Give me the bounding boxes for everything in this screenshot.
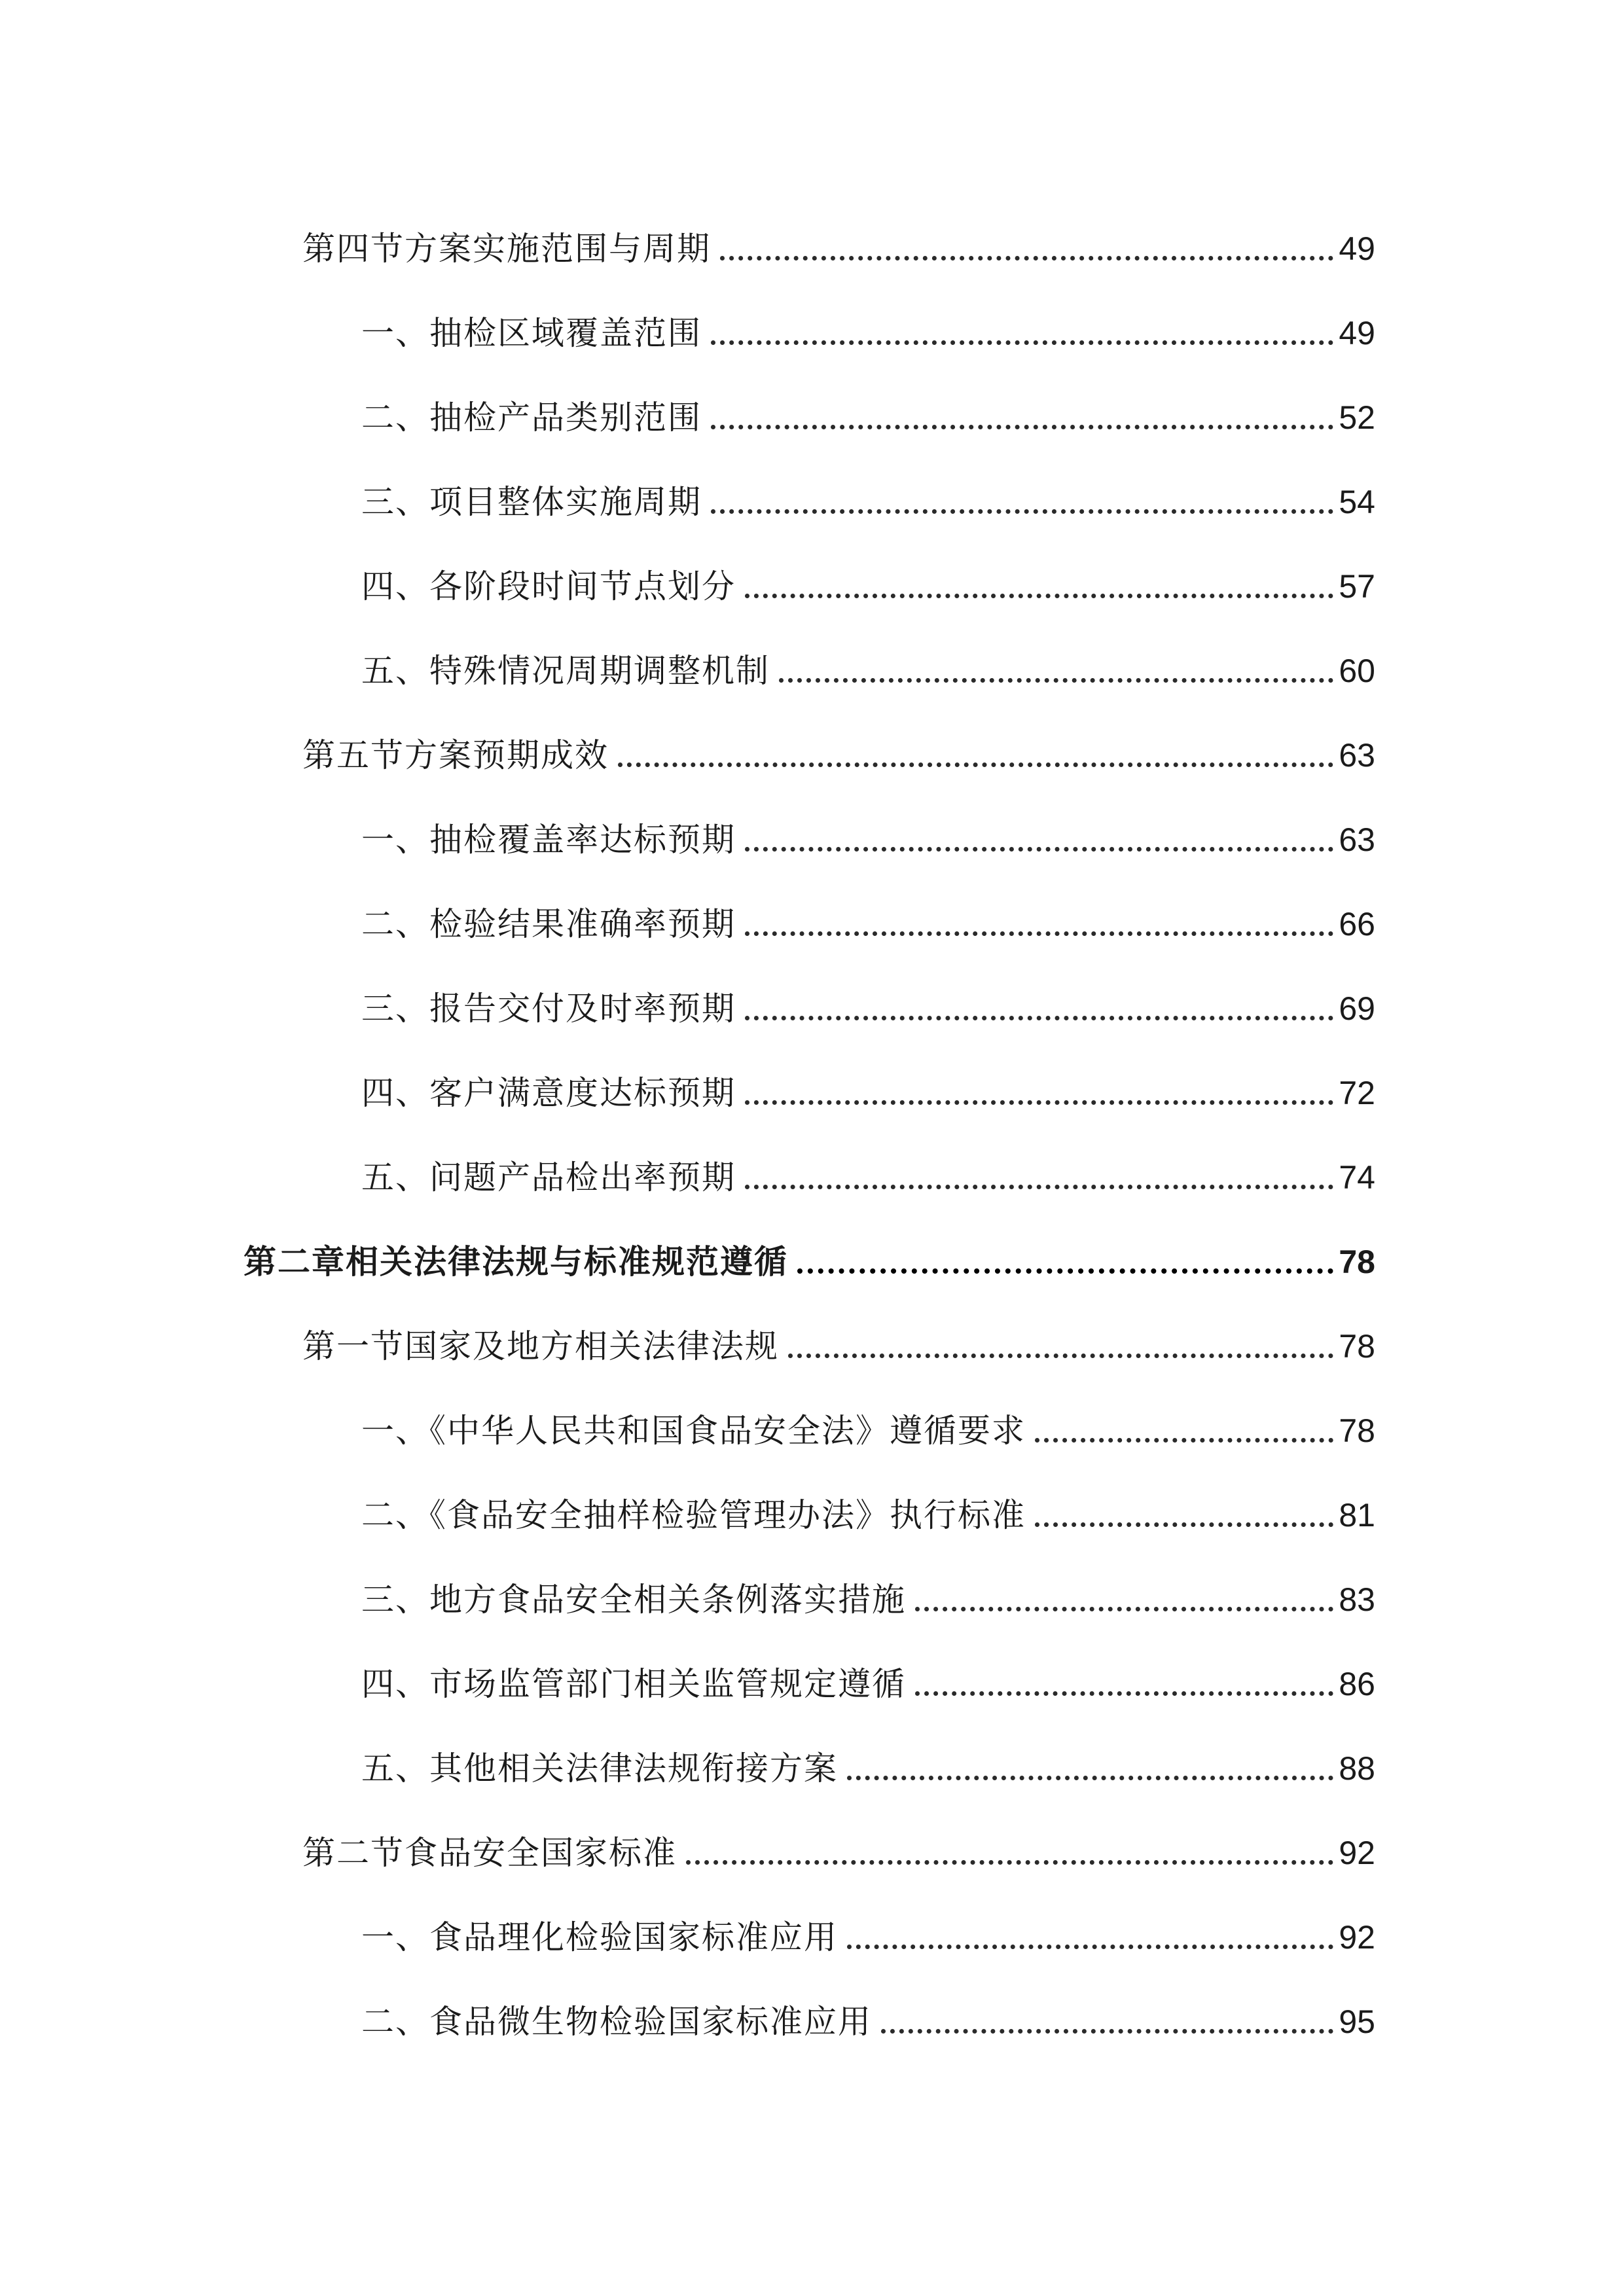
toc-entry-title: 二、《食品安全抽样检验管理办法》执行标准	[361, 1496, 1026, 1534]
toc-page-number: 72	[1339, 1075, 1375, 1111]
toc-entry-title: 第二章相关法律法规与标准规范遵循	[244, 1243, 788, 1281]
toc-entry-title: 第二节食品安全国家标准	[302, 1834, 677, 1872]
toc-entry-title: 第一节国家及地方相关法律法规	[302, 1327, 779, 1365]
toc-entry-title: 三、地方食品安全相关条例落实措施	[361, 1581, 906, 1619]
toc-entry[interactable]	[302, 1307, 1375, 1366]
toc-entry-title: 一、抽检覆盖率达标预期	[361, 821, 736, 859]
dot-leader	[847, 1776, 1333, 1780]
toc-page-number: 60	[1339, 653, 1375, 689]
dot-leader	[881, 2029, 1333, 2034]
toc-entry-title: 五、问题产品检出率预期	[361, 1158, 736, 1196]
toc-entry[interactable]	[361, 294, 1375, 353]
toc-page-number: 52	[1339, 399, 1375, 436]
dot-leader	[915, 1691, 1333, 1696]
toc-entry-title: 第四节方案实施范围与周期	[302, 230, 711, 268]
toc-entry-title: 二、食品微生物检验国家标准应用	[361, 2003, 872, 2041]
dot-leader	[686, 1860, 1333, 1865]
dot-leader	[745, 847, 1333, 852]
toc-entry[interactable]	[361, 1560, 1375, 1619]
dot-leader	[745, 1016, 1333, 1020]
toc-page-number: 69	[1339, 990, 1375, 1027]
toc-page-number: 95	[1339, 2003, 1375, 2040]
toc-page-number: 83	[1339, 1581, 1375, 1618]
toc-entry-title: 一、《中华人民共和国食品安全法》遵循要求	[361, 1412, 1026, 1450]
toc-entry-title: 三、项目整体实施周期	[361, 483, 702, 521]
dot-leader	[711, 509, 1333, 514]
toc-page-number: 66	[1339, 906, 1375, 942]
toc-page-number: 63	[1339, 821, 1375, 858]
toc-entry[interactable]	[361, 1054, 1375, 1113]
toc-page-number: 49	[1339, 230, 1375, 267]
toc-chapter-entry[interactable]	[244, 1223, 1375, 1282]
dot-leader	[745, 1100, 1333, 1105]
dot-leader	[745, 931, 1333, 936]
toc-entry-title: 二、检验结果准确率预期	[361, 905, 736, 943]
toc-entry[interactable]	[361, 378, 1375, 437]
toc-page-number: 86	[1339, 1666, 1375, 1702]
toc-entry-title: 四、市场监管部门相关监管规定遵循	[361, 1665, 906, 1703]
toc-entry[interactable]	[361, 1729, 1375, 1788]
toc-page-number: 63	[1339, 737, 1375, 774]
toc-entry[interactable]	[361, 463, 1375, 522]
toc-page-number: 49	[1339, 315, 1375, 351]
toc-page-number: 78	[1339, 1244, 1375, 1280]
toc-entry-title: 四、各阶段时间节点划分	[361, 567, 736, 605]
toc-entry[interactable]	[361, 969, 1375, 1028]
dot-leader	[711, 425, 1333, 429]
toc-entry[interactable]	[302, 1814, 1375, 1873]
dot-leader	[915, 1607, 1333, 1611]
dot-leader	[720, 256, 1333, 260]
toc-entry[interactable]	[361, 1898, 1375, 1957]
toc-entry[interactable]	[361, 1982, 1375, 2041]
toc-entry-title: 五、其他相关法律法规衔接方案	[361, 1749, 838, 1787]
toc-page-number: 74	[1339, 1159, 1375, 1196]
dot-leader	[745, 1185, 1333, 1189]
dot-leader	[745, 594, 1333, 598]
toc-entry-title: 二、抽检产品类别范围	[361, 399, 702, 437]
toc-entry[interactable]	[361, 547, 1375, 606]
toc-entry-title: 五、特殊情况周期调整机制	[361, 652, 770, 690]
toc-entry[interactable]	[361, 800, 1375, 859]
toc-entry[interactable]	[302, 716, 1375, 775]
toc-entry-title: 一、抽检区域覆盖范围	[361, 314, 702, 352]
dot-leader	[618, 762, 1333, 767]
dot-leader	[1035, 1438, 1333, 1443]
dot-leader	[779, 678, 1333, 683]
toc-page-number: 57	[1339, 568, 1375, 605]
toc-entry-title: 一、食品理化检验国家标准应用	[361, 1918, 838, 1956]
toc-entry-title: 四、客户满意度达标预期	[361, 1074, 736, 1112]
dot-leader	[797, 1268, 1333, 1274]
dot-leader	[711, 340, 1333, 345]
toc-page-number: 92	[1339, 1919, 1375, 1956]
toc-entry[interactable]	[361, 1138, 1375, 1197]
dot-leader	[788, 1354, 1333, 1358]
toc-page-number: 88	[1339, 1750, 1375, 1787]
toc-entry-title: 第五节方案预期成效	[302, 736, 609, 774]
dot-leader	[847, 1945, 1333, 1949]
toc-entry[interactable]	[361, 1476, 1375, 1535]
dot-leader	[1035, 1522, 1333, 1527]
toc-page-number: 78	[1339, 1412, 1375, 1449]
toc-page-number: 92	[1339, 1835, 1375, 1871]
toc-page-number: 78	[1339, 1328, 1375, 1365]
toc-entry[interactable]	[361, 632, 1375, 691]
toc-page-number: 54	[1339, 484, 1375, 520]
toc-entry-title: 三、报告交付及时率预期	[361, 990, 736, 1028]
toc-page-number: 81	[1339, 1497, 1375, 1534]
toc-entry[interactable]	[361, 1391, 1375, 1450]
toc-entry[interactable]	[361, 885, 1375, 944]
toc-entry[interactable]	[361, 1645, 1375, 1704]
toc-entry[interactable]	[302, 209, 1375, 268]
